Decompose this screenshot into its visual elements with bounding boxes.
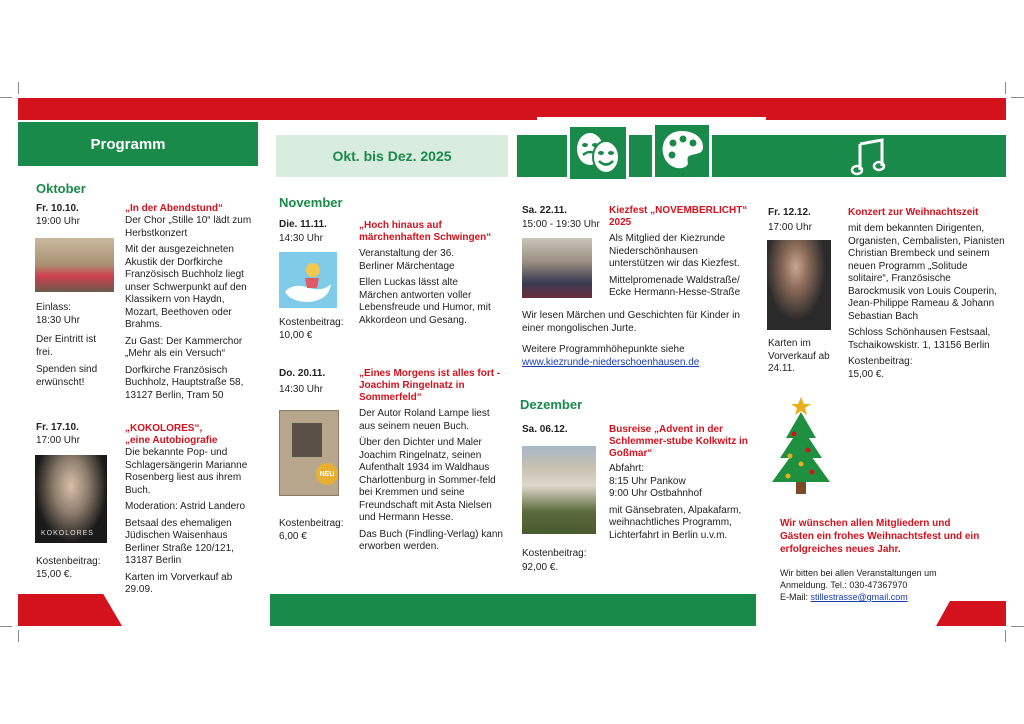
- top-red-band: [18, 98, 1006, 120]
- donation-note: Spenden sind erwünscht!: [36, 364, 98, 388]
- more-info-label: Weitere Programmhöhepunkte siehe: [522, 344, 685, 355]
- palette-icon: [652, 122, 712, 180]
- registration-note: Wir bitten bei allen Veranstaltungen um Anmeldung. Tel.: 030-47367970: [780, 568, 937, 590]
- event-desc: mit Gänsebraten, Alpakafarm, weihnachtliches Programm, Lichterfahrt in Berlin u.v.m.: [609, 504, 742, 541]
- event-desc: Das Buch (Findling-Verlag) kann erworben werden.: [359, 528, 503, 552]
- event-busreise: [609, 424, 754, 542]
- kiezfest-more: [522, 310, 747, 369]
- departure-time: 9:00 Uhr Ostbahnhof: [609, 488, 702, 499]
- event-desc: Karten im Vorverkauf ab 29.09.: [125, 571, 233, 595]
- month-dezember: Dezember: [520, 397, 583, 412]
- event-november-1: [359, 220, 499, 327]
- kiezrunde-link[interactable]: www.kiezrunde-niederschoenhausen.de: [522, 356, 700, 368]
- date-range-title: Okt. bis Dez. 2025: [332, 148, 452, 164]
- cost-value: 92,00 €.: [522, 562, 559, 573]
- event-oktober-2: [125, 423, 255, 597]
- new-badge: NEU: [316, 463, 338, 485]
- event-oktober-1: [125, 203, 255, 402]
- event-november-2: [359, 368, 504, 554]
- event-time: 17:00 Uhr: [768, 222, 812, 233]
- event-time: 14:30 Uhr: [279, 384, 323, 395]
- event-location: Schloss Schönhausen Festsaal, Tschaikowskistr. 1, 13156 Berlin: [848, 327, 991, 351]
- cost-value: 6,00 €: [279, 531, 307, 542]
- event-title: „Hoch hinaus auf märchenhaften Schwingen“: [359, 220, 492, 243]
- event-location: Dorfkirche Französisch Buchholz, Hauptstraße 58, 13127 Berlin, Tram 50: [125, 364, 244, 401]
- event-date: Sa. 06.12.: [522, 424, 568, 435]
- event-title: „KOKOLORES“, „eine Autobiografie: [125, 423, 218, 446]
- event-time: 19:00 Uhr: [36, 216, 80, 227]
- book-cover-title: KOKOLORES: [41, 530, 94, 537]
- crop-mark: [0, 626, 12, 627]
- bottom-green-band: [270, 594, 756, 626]
- pianist-photo: [767, 240, 831, 330]
- event-location: Mittelpromenade Waldstraße/ Ecke Hermann-Hesse-Straße: [609, 274, 741, 298]
- choir-photo: [35, 238, 114, 292]
- event-desc: Veranstaltung der 36. Berliner Märchentage: [359, 248, 455, 272]
- book-portrait: [292, 423, 322, 457]
- crop-mark: [1011, 97, 1024, 98]
- event-title: Kiezfest „NOVEMBERLICHT“ 2025: [609, 205, 748, 228]
- ringelnatz-book-cover: [279, 410, 339, 496]
- cost-value: 15,00 €.: [36, 569, 73, 580]
- event-kiezfest: [609, 205, 749, 300]
- event-desc: mit dem bekannten Dirigenten, Organisten, Cembalisten, Pianisten Christian Brembeck und seinem neuen Programm „Solitude solitaire“, Französische Barockmusik von Louis Couperin, Jean-Philippe Rameau & Johann Sebastian Bach: [848, 223, 1005, 322]
- event-desc: Wir lesen Märchen und Geschichten für Kinder in einer mongolischen Jurte.: [522, 310, 740, 334]
- event-date: Fr. 10.10.: [36, 203, 79, 214]
- event-date: Sa. 22.11.: [522, 205, 568, 216]
- email-label: E-Mail:: [780, 592, 809, 602]
- ticket-note: Karten im Vorverkauf ab 24.11.: [768, 338, 830, 374]
- event-desc: Der Autor Roland Lampe liest aus seinem neuen Buch.: [359, 408, 490, 432]
- month-oktober: Oktober: [36, 181, 86, 196]
- restaurant-photo: [522, 446, 596, 534]
- event-date: Do. 20.11.: [279, 368, 326, 379]
- programm-title: Programm: [90, 135, 166, 153]
- cost-label: Kostenbeitrag:: [848, 356, 913, 367]
- cost-label: Kostenbeitrag:: [36, 556, 101, 567]
- event-date: Die. 11.11.: [279, 219, 327, 230]
- event-time: 17:00 Uhr: [36, 435, 80, 446]
- programm-header: [18, 122, 258, 166]
- email-link[interactable]: stillestrasse@gmail.com: [810, 592, 908, 602]
- event-title: „Eines Morgens ist alles fort - Joachim Ringelnatz in Sommerfeld“: [359, 368, 501, 403]
- event-date: Fr. 17.10.: [36, 422, 79, 433]
- event-time: 15:00 - 19:30 Uhr: [522, 219, 600, 230]
- crop-mark: [1005, 82, 1006, 94]
- cost-label: Kostenbeitrag:: [279, 317, 344, 328]
- cost-label: Kostenbeitrag:: [279, 518, 344, 529]
- event-desc: Zu Gast: Der Kammerchor „Mehr als ein Versuch“: [125, 335, 243, 359]
- departure-time: 8:15 Uhr Pankow: [609, 475, 686, 487]
- music-note-icon: [850, 138, 890, 176]
- event-desc: Der Chor „Stille 10“ lädt zum Herbstkonzert: [125, 215, 252, 239]
- crop-mark: [18, 630, 19, 642]
- event-title: Konzert zur Weihnachtszeit: [848, 207, 979, 218]
- event-time: 14:30 Uhr: [279, 233, 323, 244]
- fairy-tale-illustration: [279, 252, 337, 308]
- event-konzert: [848, 207, 1006, 381]
- crop-mark: [18, 82, 19, 94]
- event-desc: Über den Dichter und Maler Joachim Ringelnatz, seinen Aufenthalt 1934 im Waldhaus Charlottenburg in Sommer-feld bei Kremmen und seine Freundschaft mit Asta Nielsen und Hermann Hesse.: [359, 437, 496, 523]
- cost-label: Kostenbeitrag:: [522, 548, 587, 559]
- event-desc: Moderation: Astrid Landero: [125, 501, 246, 512]
- free-entry: Der Eintritt ist frei.: [36, 334, 97, 358]
- bottom-left-red-band: [18, 594, 122, 626]
- event-desc: Die bekannte Pop- und Schlagersängerin Marianne Rosenberg liest aus ihrem Buch.: [125, 447, 248, 496]
- event-location: Betsaal des ehemaligen Jüdischen Waisenhaus Berliner Straße 120/121, 13187 Berlin: [125, 517, 234, 566]
- contact-info: [780, 567, 980, 603]
- event-desc: Als Mitglied der Kiezrunde Niederschönhausen unterstützen wir das Kiezfest.: [609, 233, 740, 269]
- crop-mark: [0, 97, 12, 98]
- event-date: Fr. 12.12.: [768, 207, 811, 218]
- event-desc: Mit der ausgezeichneten Akustik der Dorfkirche Französisch Buchholz liegt unser Schwerpunkt auf den Klassikern von Haydn, Mozart, Beethoven oder Brahms.: [125, 244, 247, 330]
- season-greeting: Wir wünschen allen Mitgliedern und Gästen ein frohes Weihnachtsfest und ein erfolgreiches neues Jahr.: [780, 518, 980, 555]
- event-title: „In der Abendstund“: [125, 203, 223, 214]
- christmas-tree-icon: [768, 394, 834, 498]
- einlass-time: 18:30 Uhr: [36, 315, 80, 326]
- einlass-label: Einlass:: [36, 302, 72, 313]
- month-november: November: [279, 195, 343, 210]
- event-desc: Ellen Luckas lässt alte Märchen antworten voller Lebensfreude und Humor, mit Akkordeon und Gesang.: [359, 277, 491, 326]
- event-title: Busreise „Advent in der Schlemmer-stube Kolkwitz in Goßmar“: [609, 424, 748, 459]
- bottom-right-red-band: [936, 601, 1006, 626]
- cost-value: 15,00 €.: [848, 368, 885, 380]
- departure-label: Abfahrt:: [609, 463, 645, 474]
- kokolores-book-cover: [35, 455, 107, 543]
- crop-mark: [1005, 630, 1006, 642]
- date-range-header: [276, 135, 508, 177]
- kiezfest-photo: [522, 238, 592, 298]
- theater-masks-icon: [567, 124, 629, 182]
- crop-mark: [1011, 626, 1024, 627]
- cost-value: 10,00 €: [279, 330, 313, 341]
